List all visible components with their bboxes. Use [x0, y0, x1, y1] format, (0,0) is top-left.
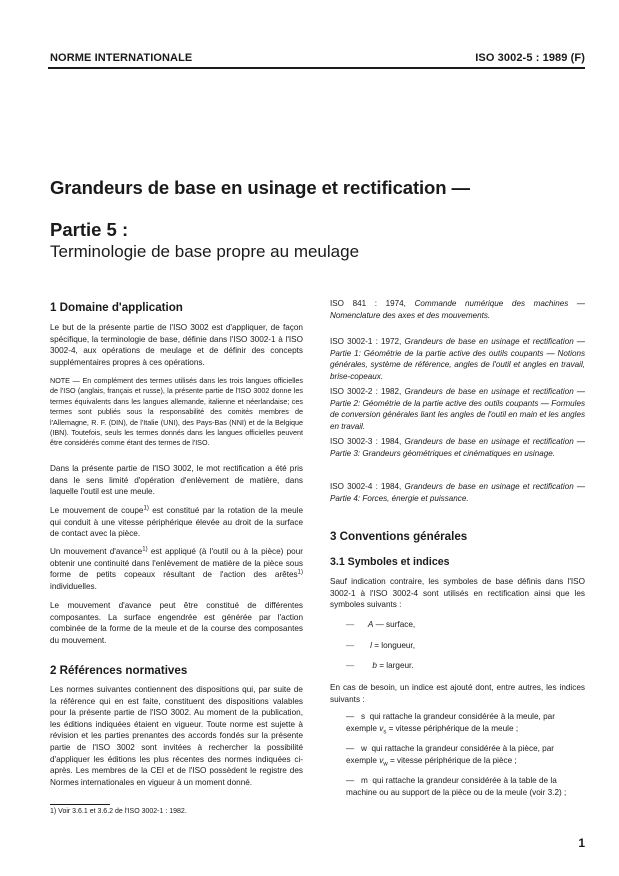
- reference-item: ISO 3002-4 : 1984, Grandeurs de base en usinage et rectification — Partie 4: Forces, énergie et puissance.: [330, 482, 586, 503]
- reference-item: ISO 841 : 1974, Commande numérique des machines — Nomenclature des axes et des mouvements.: [330, 299, 586, 320]
- footnote-rule: [50, 804, 110, 805]
- symbol-definition: — b = largeur.: [346, 661, 414, 670]
- section-3-1-heading: 3.1 Symboles et indices: [330, 556, 450, 568]
- reference-item: ISO 3002-2 : 1982, Grandeurs de base en usinage et rectification — Partie 2: Géométrie de la partie active des outils coupants — Formules de conversion générales liant les angles de l'outil en main et les angles en travail.: [330, 387, 586, 431]
- section-2-paragraph: Les normes suivantes contiennent des dispositions qui, par suite de la référence qui en est faite, constituent des dispositions valables pour la présente partie de l'ISO 3002. Au moment de la publication, les éditions indiquées étaient en vigueur. Toute norme est sujette à révision et les parties prenantes des accords fondés sur la présente partie de l'ISO 3002 sont invitées à rechercher la possibilité d'appliquer les éditions les plus récentes des normes indiquées ci-après. Les membres de la CEI et de l'ISO possèdent le registre des Normes internationales en vigueur à un moment donné.: [50, 685, 303, 787]
- section-2-heading: 2 Références normatives: [50, 664, 188, 677]
- section-1-note: NOTE — En complément des termes utilisés dans les trois langues officielles de l'ISO (anglais, français et russe), la présente partie de l'ISO 3002 donne les termes équivalents dans les langues allemande, italienne et néerlandaise; ces termes sont publiés sous la responsabilité des comités membres de l'Allemagne, R. F. (DIN), de l'Italie (UNI), des Pays-Bas (NNI) et de la Belgique (IBN). Toutefois, seuls les termes donnés dans les langues officielles peuvent être considérés comme étant des termes de l'ISO.: [50, 376, 303, 448]
- section-1-paragraph-5: Le mouvement d'avance peut être constitué de différentes composantes. La surface engendrée est générée par l'action combinée de la forme de la meule et de la course des composantes du mouvement.: [50, 601, 303, 645]
- running-header-left: NORME INTERNATIONALE: [50, 52, 193, 64]
- section-3-1-paragraph-2: En cas de besoin, un indice est ajouté dont, entre autres, les indices suivants :: [330, 683, 585, 704]
- header-rule: [48, 67, 585, 69]
- footnote: 1) Voir 3.6.1 et 3.6.2 de l'ISO 3002-1 : 1982.: [50, 808, 187, 815]
- symbol-definition: — l = longueur,: [346, 641, 415, 650]
- section-3-1-paragraph-1: Sauf indication contraire, les symboles de base définis dans l'ISO 3002-1 à l'ISO 3002-4 sont utilisés en rectification ainsi que les symboles suivants :: [330, 577, 585, 610]
- running-header-right: ISO 3002-5 : 1989 (F): [475, 52, 585, 64]
- section-1-paragraph-2: Dans la présente partie de l'ISO 3002, le mot rectification a été pris dans le sens limité d'opération d'enlèvement de matière, dans laquelle l'outil est une meule.: [50, 464, 303, 497]
- section-1-paragraph-3: Le mouvement de coupe$^{1)}$ est constitué par la rotation de la meule qui conduit à une vitesse périphérique élevée au droit de la surface de contact avec la pièce.: [50, 505, 304, 539]
- index-definition: — s qui rattache la grandeur considérée à la meule, par exemple $v_s$ = vitesse périphérique de la meule ;: [346, 712, 555, 736]
- part-label: Partie 5 :: [50, 219, 129, 240]
- reference-item: ISO 3002-3 : 1984, Grandeurs de base en usinage et rectification — Partie 3: Grandeurs géométriques et cinématiques en usinage.: [330, 437, 586, 458]
- section-1-heading: 1 Domaine d'application: [50, 301, 183, 314]
- document-subtitle: Terminologie de base propre au meulage: [50, 242, 360, 261]
- index-definition: — w qui rattache la grandeur considérée à la pièce, par exemple $v_w$ = vitesse périphérique de la pièce ;: [346, 744, 555, 768]
- section-3-heading: 3 Conventions générales: [330, 530, 468, 543]
- section-1-paragraph-1: Le but de la présente partie de l'ISO 3002 est d'appliquer, de façon spécifique, la terminologie de base, définie dans l'ISO 3002-1 à l'ISO 3002-4, aux opérations de meulage et de définir des concepts supplémentaires propres à ces opérations.: [50, 323, 303, 367]
- document-title: Grandeurs de base en usinage et rectification —: [50, 177, 470, 198]
- symbol-definition: — A — surface,: [346, 620, 416, 629]
- section-1-paragraph-4: Un mouvement d'avance$^{1)}$ est appliqué (à l'outil ou à la pièce) pour obtenir une continuité dans l'enlèvement de matière de la pièce sous forme de petits copeaux résultant de l'action des arêtes$^{1)}$ individuelles.: [50, 546, 303, 591]
- page-number: 1: [578, 836, 585, 850]
- index-definition: — m qui rattache la grandeur considérée à la table de la machine ou au support de la pièce ou de la meule (voir 3.2) ;: [346, 776, 567, 797]
- reference-item: ISO 3002-1 : 1972, Grandeurs de base en usinage et rectification — Partie 1: Géométrie de la partie active des outils coupants — Notions générales, système de référence, angles de l'outil et angles en travail, brise-copeaux.: [330, 337, 586, 381]
